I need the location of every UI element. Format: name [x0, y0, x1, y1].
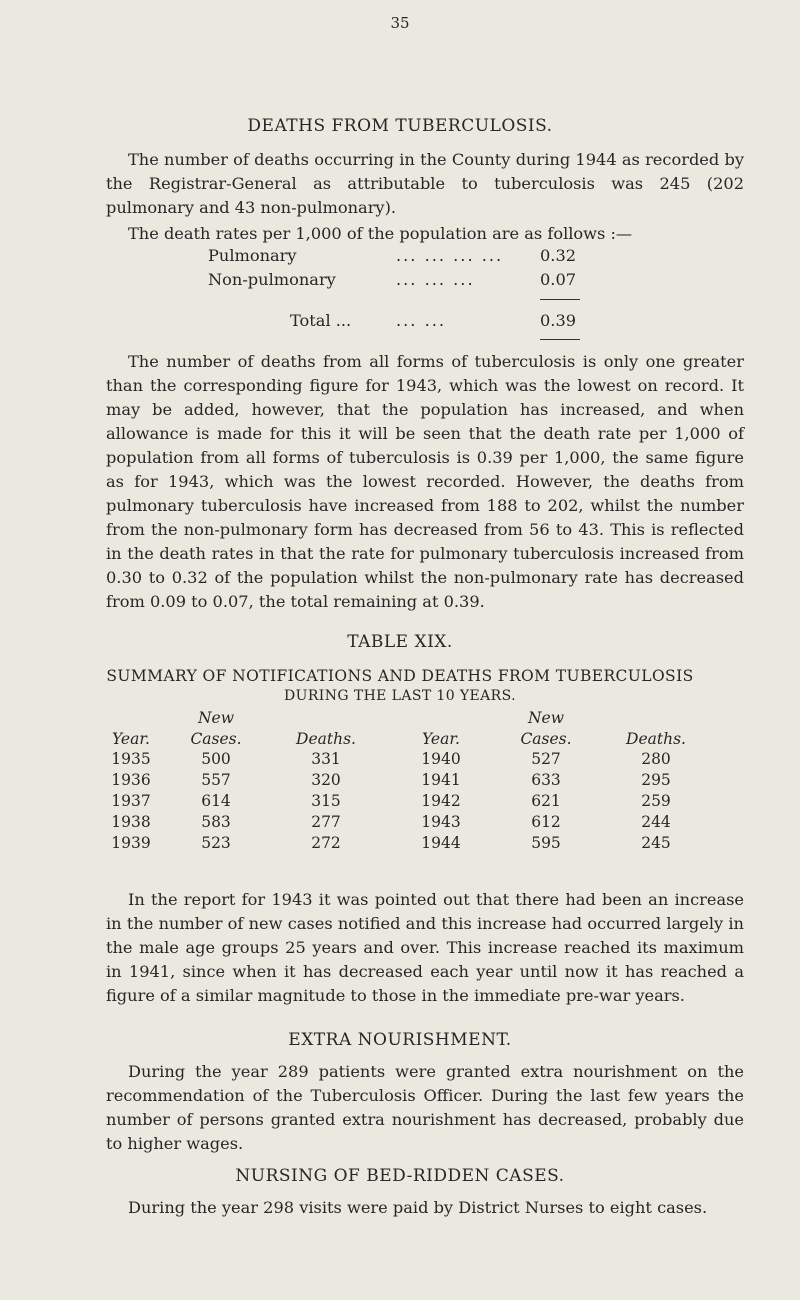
rate-row-total: [208, 311, 628, 335]
cell-new-cases: 621: [531, 791, 561, 810]
rate-value: 0.32: [540, 246, 577, 265]
cell-year: 1936: [111, 770, 151, 789]
cell-year: 1940: [421, 749, 461, 768]
tuberculosis-summary-table: [96, 706, 716, 853]
rate-row-pulmonary: [208, 246, 628, 270]
cell-deaths: 277: [311, 812, 341, 831]
cell-new-cases: 614: [201, 791, 231, 810]
cell-year: 1935: [111, 749, 151, 768]
section-heading-extra-nourishment: EXTRA NOURISHMENT.: [288, 1030, 512, 1050]
cell-year: 1944: [421, 833, 461, 852]
cell-deaths: 259: [641, 791, 671, 810]
table-row: [96, 790, 716, 811]
cell-deaths: 315: [311, 791, 341, 810]
cell-year: 1939: [111, 833, 151, 852]
cell-year: 1941: [421, 770, 461, 789]
table-subtitle: DURING THE LAST 10 YEARS.: [284, 688, 516, 704]
section-heading-deaths: DEATHS FROM TUBERCULOSIS.: [247, 116, 553, 136]
column-header-new-cases: Cases.: [190, 730, 242, 748]
cell-year: 1943: [421, 812, 461, 831]
cell-year: 1938: [111, 812, 151, 831]
cell-deaths: 280: [641, 749, 671, 768]
cell-deaths: 331: [311, 749, 341, 768]
total-rule-bottom: [540, 339, 580, 340]
cell-year: 1937: [111, 791, 151, 810]
column-header-new: New: [197, 709, 234, 727]
cell-new-cases: 595: [531, 833, 561, 852]
rate-label: Pulmonary: [208, 246, 297, 265]
table-title: SUMMARY OF NOTIFICATIONS AND DEATHS FROM TUBERCULOSIS: [106, 667, 694, 685]
cell-deaths: 245: [641, 833, 671, 852]
table-row: [96, 832, 716, 853]
cell-new-cases: 557: [201, 770, 231, 789]
rate-value: 0.07: [540, 270, 577, 289]
table-label: TABLE XIX.: [347, 632, 453, 652]
total-rule-top: [540, 299, 580, 300]
cell-new-cases: 612: [531, 812, 561, 831]
paragraph-nursing: During the year 298 visits were paid by District Nurses to eight cases.: [128, 1198, 708, 1217]
cell-new-cases: 527: [531, 749, 561, 768]
column-header-year: Year.: [422, 730, 460, 748]
leader-dots: ... ...: [396, 311, 447, 330]
page-number: 35: [390, 14, 410, 32]
paragraph-notifications-trend: In the report for 1943 it was pointed out that there had been an increase in the number of new cases notified and this increase had occurred largely in the male age groups 25 years and over. This increase reached its maximum in 1941, since when it has decreased each year until now it has reached a figure of a similar magnitude to those in the immediate pre-war years.: [106, 890, 744, 1005]
table-row: [96, 769, 716, 790]
cell-deaths: 244: [641, 812, 671, 831]
cell-deaths: 320: [311, 770, 341, 789]
column-header-deaths: Deaths.: [296, 730, 356, 748]
cell-new-cases: 633: [531, 770, 561, 789]
column-header-new: New: [527, 709, 564, 727]
cell-new-cases: 583: [201, 812, 231, 831]
cell-new-cases: 523: [201, 833, 231, 852]
paragraph-deaths-analysis: The number of deaths from all forms of tuberculosis is only one greater than the corresponding figure for 1943, which was the lowest on record. It may be added, however, that the population has increased, and when allowance is made for this it will be seen that the death rate per 1,000 of population from all forms of tuberculosis is 0.39 per 1,000, the same figure as for 1943, which was the lowest recorded. However, the deaths from pulmonary tuberculosis have increased from 188 to 202, whilst the number from the non-pulmonary form has decreased from 56 to 43. This is reflected in the death rates in that the rate for pulmonary tuberculosis increased from 0.30 to 0.32 of the population whilst the non-pulmonary rate has decreased from 0.09 to 0.07, the total remaining at 0.39.: [106, 352, 744, 611]
table-header-row-top: [96, 706, 716, 727]
column-header-year: Year.: [112, 730, 150, 748]
total-label: Total ...: [290, 311, 352, 330]
paragraph-extra-nourishment: During the year 289 patients were granted extra nourishment on the recommendation of the Tuberculosis Officer. During the last few years the number of persons granted extra nourishment has decreased, probably due to higher wages.: [106, 1062, 744, 1153]
section-heading-nursing: NURSING OF BED-RIDDEN CASES.: [235, 1166, 565, 1186]
column-header-new-cases: Cases.: [520, 730, 572, 748]
table-header-row: [96, 727, 716, 748]
total-value: 0.39: [540, 311, 577, 330]
cell-new-cases: 500: [201, 749, 231, 768]
column-header-deaths: Deaths.: [626, 730, 686, 748]
paragraph-deaths-count: The number of deaths occurring in the County during 1944 as recorded by the Registrar-General as attributable to tuberculosis was 245 (202 pulmonary and 43 non-pulmonary).: [106, 150, 744, 217]
leader-dots: ... ... ...: [396, 270, 475, 289]
cell-deaths: 272: [311, 833, 341, 852]
table-row: [96, 811, 716, 832]
table-row: [96, 748, 716, 769]
cell-deaths: 295: [641, 770, 671, 789]
death-rates-list: [208, 246, 628, 335]
leader-dots: ... ... ... ...: [396, 246, 504, 265]
cell-year: 1942: [421, 791, 461, 810]
rate-label: Non-pulmonary: [208, 270, 336, 289]
paragraph-death-rates-intro: The death rates per 1,000 of the population are as follows :—: [128, 224, 633, 243]
rate-row-non-pulmonary: [208, 270, 628, 294]
